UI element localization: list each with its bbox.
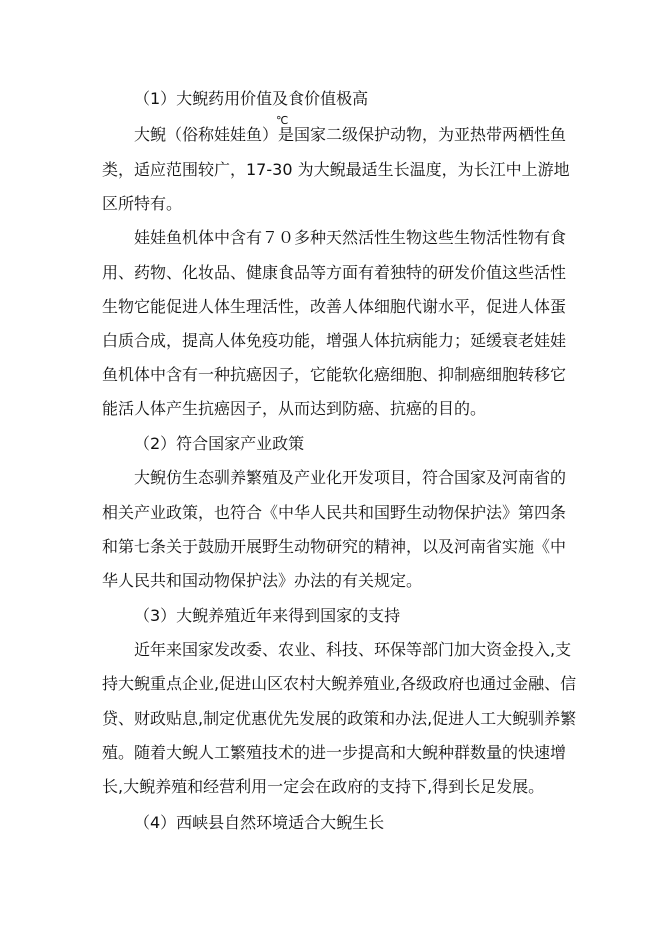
- paragraph-line: 相关产业政策，也符合《中华人民共和国野生动物保护法》第四条: [102, 503, 567, 522]
- paragraph-line: 用、药物、化妆品、健康食品等方面有着独特的研发价值这些活性: [102, 263, 567, 282]
- paragraph-line: 贷、财政贴息,制定优惠优先发展的政策和办法,促进人工大鲵驯养繁: [102, 709, 577, 728]
- degree-symbol: ℃: [276, 114, 289, 127]
- paragraph-line: 华人民共和国动物保护法》办法的有关规定。: [102, 571, 423, 590]
- section-heading-3: （3）大鲵养殖近年来得到国家的支持: [134, 606, 401, 625]
- paragraph-line: 持大鲵重点企业,促进山区农村大鲵养殖业,各级政府也通过金融、信: [102, 674, 577, 693]
- paragraph-line: 类，适应范围较广，17-30 为大鲵最适生长温度，为长江中上游地: [102, 160, 570, 179]
- paragraph-line: 鱼机体中含有一种抗癌因子，它能软化癌细胞、抑制癌细胞转移它: [102, 365, 567, 384]
- paragraph-line: 娃娃鱼机体中含有７０多种天然活性生物这些生物活性物有食: [134, 228, 567, 247]
- paragraph-line: 生物它能促进人体生理活性，改善人体细胞代谢水平，促进人体蛋: [102, 297, 567, 316]
- section-heading-4: （4）西峡县自然环境适合大鲵生长: [134, 813, 385, 832]
- paragraph-line: 和第七条关于鼓励开展野生动物研究的精神，以及河南省实施《中: [102, 537, 567, 556]
- paragraph-line: 区所特有。: [102, 194, 183, 213]
- section-heading-1: （1）大鲵药用价值及食价值极高: [134, 89, 369, 108]
- paragraph-line: 白质合成，提高人体免疫功能，增强人体抗病能力；延缓衰老娃娃: [102, 331, 567, 350]
- paragraph-line: 能活人体产生抗癌因子，从而达到防癌、抗癌的目的。: [102, 399, 487, 418]
- section-heading-2: （2）符合国家产业政策: [134, 434, 305, 453]
- paragraph-line: 大鲵（俗称娃娃鱼）是国家二级保护动物，为亚热带两栖性鱼: [134, 125, 567, 144]
- paragraph-line: 近年来国家发改委、农业、科技、环保等部门加大资金投入,支: [134, 640, 572, 659]
- paragraph-line: 大鲵仿生态驯养繁殖及产业化开发项目，符合国家及河南省的: [134, 468, 567, 487]
- paragraph-line: 殖。随着大鲵人工繁殖技术的进一步提高和大鲵种群数量的快速增: [102, 743, 567, 762]
- paragraph-line: 长,大鲵养殖和经营利用一定会在政府的支持下,得到长足发展。: [102, 777, 545, 796]
